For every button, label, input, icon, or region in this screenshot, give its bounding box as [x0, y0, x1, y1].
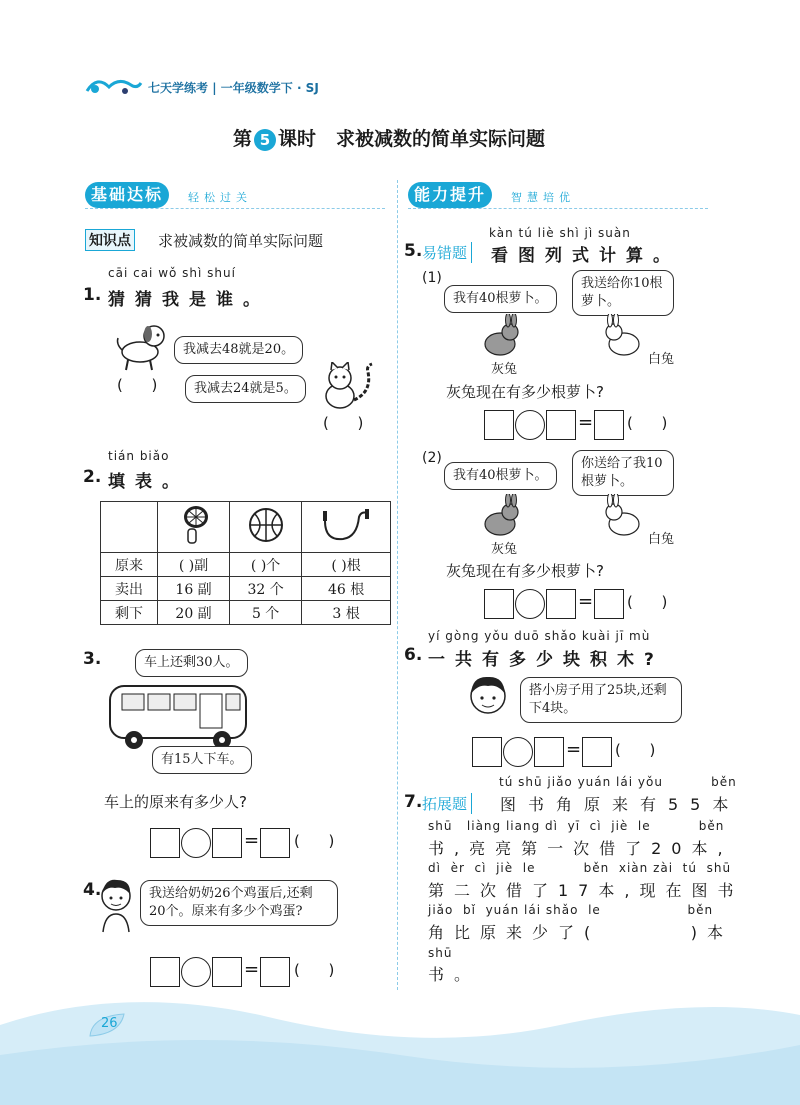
- q3-bubble-top: 车上还剩30人。: [135, 649, 248, 677]
- q6-equals: =: [566, 739, 582, 760]
- header-brand: 七天学练考 | 一年级数学下 · SJ: [148, 81, 319, 95]
- q7-line-1: 图书角原来有55本: [500, 795, 741, 814]
- boy-icon: [95, 876, 137, 934]
- table-cell-input[interactable]: ( )副: [158, 553, 230, 577]
- ball-header: [230, 502, 302, 553]
- q4-operand-box[interactable]: [150, 957, 180, 987]
- table-cell: 3 根: [302, 601, 391, 625]
- q7-pinyin-3: dì èr cì jiè le běn xiàn zài tú shū: [428, 861, 732, 875]
- q5a-equals: =: [578, 412, 594, 433]
- q5a-operator-circle[interactable]: [515, 410, 545, 440]
- q4-bubble: 我送给奶奶26个鸡蛋后,还剩20个。原来有多少个鸡蛋?: [140, 880, 338, 926]
- q7-pinyin-5: shū: [428, 946, 453, 960]
- gray-rabbit-icon: [478, 494, 524, 538]
- right-section-rule: [408, 208, 708, 209]
- cat-bubble: 我减去24就是5。: [185, 375, 306, 403]
- gray-rabbit-name-1: 灰兔: [491, 362, 518, 377]
- q4-number: 4.: [83, 880, 102, 900]
- table-corner: [101, 502, 158, 553]
- table-cell: 32 个: [230, 577, 302, 601]
- q5-pinyin: kàn tú liè shì jì suàn: [489, 226, 631, 240]
- table-row: [101, 601, 391, 625]
- q5a-result-box[interactable]: [594, 410, 624, 440]
- page-number: 26: [101, 1016, 118, 1031]
- q7-pinyin-2: shū liàng liang dì yī cì jiè le běn: [428, 819, 725, 833]
- q4-equals: =: [244, 959, 260, 980]
- basketball-icon: [246, 503, 286, 547]
- q5-part2-question: 灰兔现在有多少根萝卜?: [446, 562, 604, 580]
- q4-operator-circle[interactable]: [181, 957, 211, 987]
- q3-number: 3.: [83, 649, 102, 669]
- jump-rope-icon: [321, 503, 371, 547]
- boy-icon: [464, 672, 512, 724]
- q7-line-4: 角比原来少了( )本: [428, 923, 734, 942]
- row-label: 剩下: [101, 601, 158, 625]
- q3-operand-box[interactable]: [212, 828, 242, 858]
- q7-line-2: 书,亮亮第一次借了20本,: [428, 839, 733, 858]
- q7-line-5: 书。: [428, 965, 481, 984]
- q5b-result-box[interactable]: [594, 589, 624, 619]
- gray-rabbit-name-2: 灰兔: [491, 542, 518, 557]
- left-section-rule: [85, 208, 385, 209]
- left-section-badge: 基础达标: [85, 182, 169, 208]
- table-cell-input[interactable]: ( )个: [230, 553, 302, 577]
- q5-part1-label: (1): [422, 270, 442, 286]
- q3-equals: =: [244, 830, 260, 851]
- racket-header: [158, 502, 230, 553]
- gray-rabbit-bubble-1: 我有40根萝卜。: [444, 285, 557, 313]
- table-cell: 5 个: [230, 601, 302, 625]
- q6-pinyin: yí gòng yǒu duō shǎo kuài jī mù: [428, 629, 651, 643]
- q1-text: 猜猜我是谁。: [108, 290, 270, 310]
- q5b-equals: =: [578, 591, 594, 612]
- q2-number: 2.: [83, 467, 102, 487]
- q6-number: 6.: [404, 645, 423, 665]
- dog-icon: [112, 318, 172, 374]
- header-book: 一年级数学下 · SJ: [220, 81, 319, 95]
- q5b-operator-circle[interactable]: [515, 589, 545, 619]
- table-cell: 20 副: [158, 601, 230, 625]
- q2-pinyin: tián biǎo: [108, 449, 170, 463]
- q7-pinyin-1: tú shū jiǎo yuán lái yǒu běn: [499, 775, 737, 789]
- racket-icon: [174, 503, 214, 547]
- white-rabbit-icon: [600, 314, 646, 358]
- q7-number: 7.: [404, 792, 423, 812]
- knowledge-text: 求被减数的简单实际问题: [158, 232, 324, 250]
- q3-question: 车上的原来有多少人?: [104, 793, 247, 811]
- rope-header: [302, 502, 391, 553]
- q3-operand-box[interactable]: [150, 828, 180, 858]
- q3-bubble-bottom: 有15人下车。: [152, 746, 252, 774]
- q7-pinyin-4: jiǎo bǐ yuán lái shǎo le běn: [428, 903, 714, 917]
- q5b-unit[interactable]: ( ): [627, 593, 668, 611]
- cat-icon: [316, 362, 378, 414]
- bus-icon: [104, 680, 254, 752]
- right-section-sub: 智慧培优: [511, 191, 575, 204]
- table-row: [101, 577, 391, 601]
- q3-unit[interactable]: ( ): [294, 832, 335, 850]
- q6-operator-circle[interactable]: [503, 737, 533, 767]
- brand-logo: [85, 73, 143, 97]
- q6-unit[interactable]: ( ): [615, 741, 656, 759]
- q5a-operand-box[interactable]: [484, 410, 514, 440]
- q3-result-box[interactable]: [260, 828, 290, 858]
- white-rabbit-icon: [600, 494, 646, 538]
- q5-tag: 易错题: [422, 242, 472, 263]
- lesson-title: 第 5 课时 求被减数的简单实际问题: [233, 128, 546, 150]
- dog-answer[interactable]: ( ): [117, 376, 158, 394]
- footer-wave: [0, 985, 800, 1105]
- q6-operand-box[interactable]: [472, 737, 502, 767]
- q7-tag: 拓展题: [422, 793, 472, 814]
- q2-text: 填表。: [108, 472, 189, 492]
- q5-part2-label: (2): [422, 450, 442, 466]
- q1-number: 1.: [83, 285, 102, 305]
- row-label: 卖出: [101, 577, 158, 601]
- q6-text: 一共有多少块积木?: [428, 650, 664, 670]
- gray-rabbit-icon: [478, 314, 524, 358]
- dog-bubble: 我减去48就是20。: [174, 336, 303, 364]
- q7-line-3: 第二次借了17本,现在图书: [428, 881, 744, 900]
- q4-unit[interactable]: ( ): [294, 961, 335, 979]
- white-rabbit-bubble-2: 你送给了我10根萝卜。: [572, 450, 674, 496]
- lesson-number: 5: [254, 129, 276, 151]
- q1-pinyin: cāi cai wǒ shì shuí: [108, 266, 236, 280]
- table-cell: 16 副: [158, 577, 230, 601]
- row-label: 原来: [101, 553, 158, 577]
- gray-rabbit-bubble-2: 我有40根萝卜。: [444, 462, 557, 490]
- q5-part1-question: 灰兔现在有多少根萝卜?: [446, 383, 604, 401]
- white-rabbit-name-2: 白兔: [648, 532, 675, 547]
- white-rabbit-bubble-1: 我送给你10根萝卜。: [572, 270, 674, 316]
- cat-answer[interactable]: ( ): [323, 414, 364, 432]
- q6-operand-box[interactable]: [534, 737, 564, 767]
- table-cell-input[interactable]: ( )根: [302, 553, 391, 577]
- q4-result-box[interactable]: [260, 957, 290, 987]
- lesson-title-text: 求被减数的简单实际问题: [336, 128, 546, 150]
- q6-bubble: 搭小房子用了25块,还剩下4块。: [520, 677, 682, 723]
- q4-operand-box[interactable]: [212, 957, 242, 987]
- table-row: [101, 553, 391, 577]
- white-rabbit-name-1: 白兔: [648, 352, 675, 367]
- q3-operator-circle[interactable]: [181, 828, 211, 858]
- sales-table: [100, 501, 391, 625]
- q5b-operand-box[interactable]: [484, 589, 514, 619]
- q5-text: 看图列式计算。: [491, 246, 680, 266]
- logo-icon: [85, 73, 143, 97]
- q5-number: 5.: [404, 241, 423, 261]
- q5a-operand-box[interactable]: [546, 410, 576, 440]
- table-cell: 46 根: [302, 577, 391, 601]
- column-divider: [397, 180, 398, 990]
- q5b-operand-box[interactable]: [546, 589, 576, 619]
- knowledge-tag: 知识点: [85, 229, 135, 251]
- left-section-sub: 轻松过关: [188, 191, 252, 204]
- q6-result-box[interactable]: [582, 737, 612, 767]
- right-section-badge: 能力提升: [408, 182, 492, 208]
- q5a-unit[interactable]: ( ): [627, 414, 668, 432]
